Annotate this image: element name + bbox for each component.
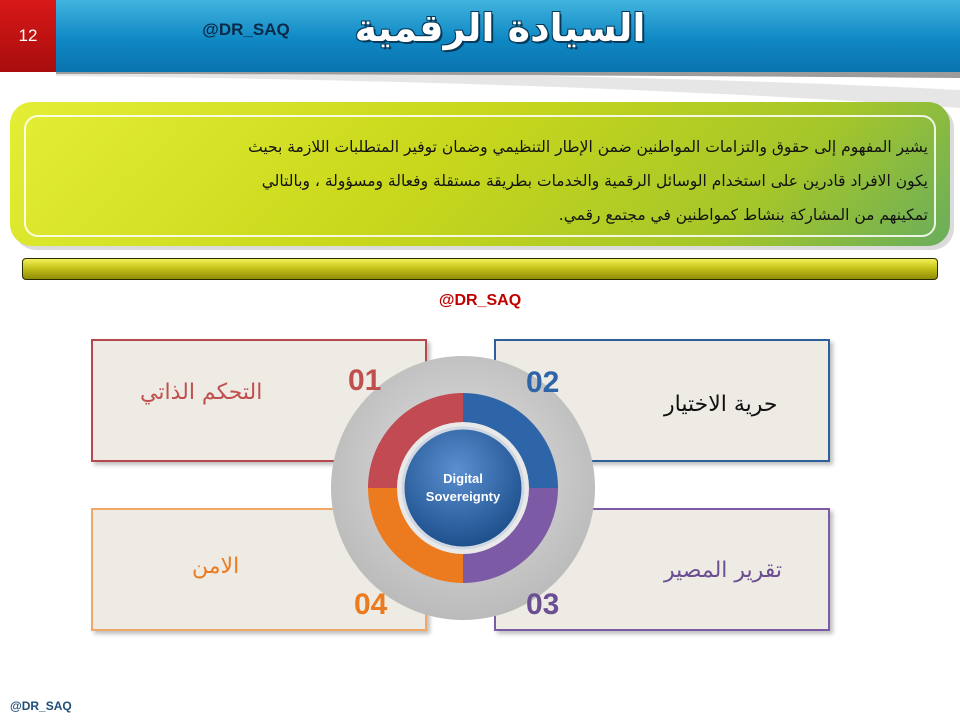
pillar-number-01: 01 [348, 364, 382, 397]
pillar-label-01: التحكم الذاتي [140, 380, 263, 405]
pillar-number-03: 03 [526, 588, 560, 621]
middle-handle: @DR_SAQ [438, 292, 522, 309]
center-label [403, 470, 523, 506]
center-label-line: Sovereignty [425, 489, 501, 504]
pillar-label-03: تقرير المصير [664, 558, 783, 583]
center-label-line: Digital [443, 471, 483, 486]
pillar-number-02: 02 [526, 366, 560, 399]
definition-line: تمكينهم من المشاركة بنشاط كمواطنين في مجتمع رقمي. [558, 206, 928, 224]
slide-number: 12 [0, 0, 56, 72]
pillar-number-04: 04 [354, 588, 388, 621]
header-handle: @DR_SAQ [202, 20, 290, 39]
slide-title: السيادة الرقمية [354, 6, 646, 50]
definition-line: يشير المفهوم إلى حقوق والتزامات المواطنين ضمن الإطار التنظيمي وضمان توفير المتطلبات اللازمة بحيث [248, 138, 928, 156]
footer-handle: @DR_SAQ [10, 699, 72, 713]
pillar-label-04: الامن [192, 554, 240, 579]
pillar-label-02: حرية الاختيار [664, 392, 778, 417]
definition-line: يكون الافراد قادرين على استخدام الوسائل الرقمية والخدمات بطريقة مستقلة وفعالة ومسؤولة ، وبالتالي [261, 172, 928, 190]
